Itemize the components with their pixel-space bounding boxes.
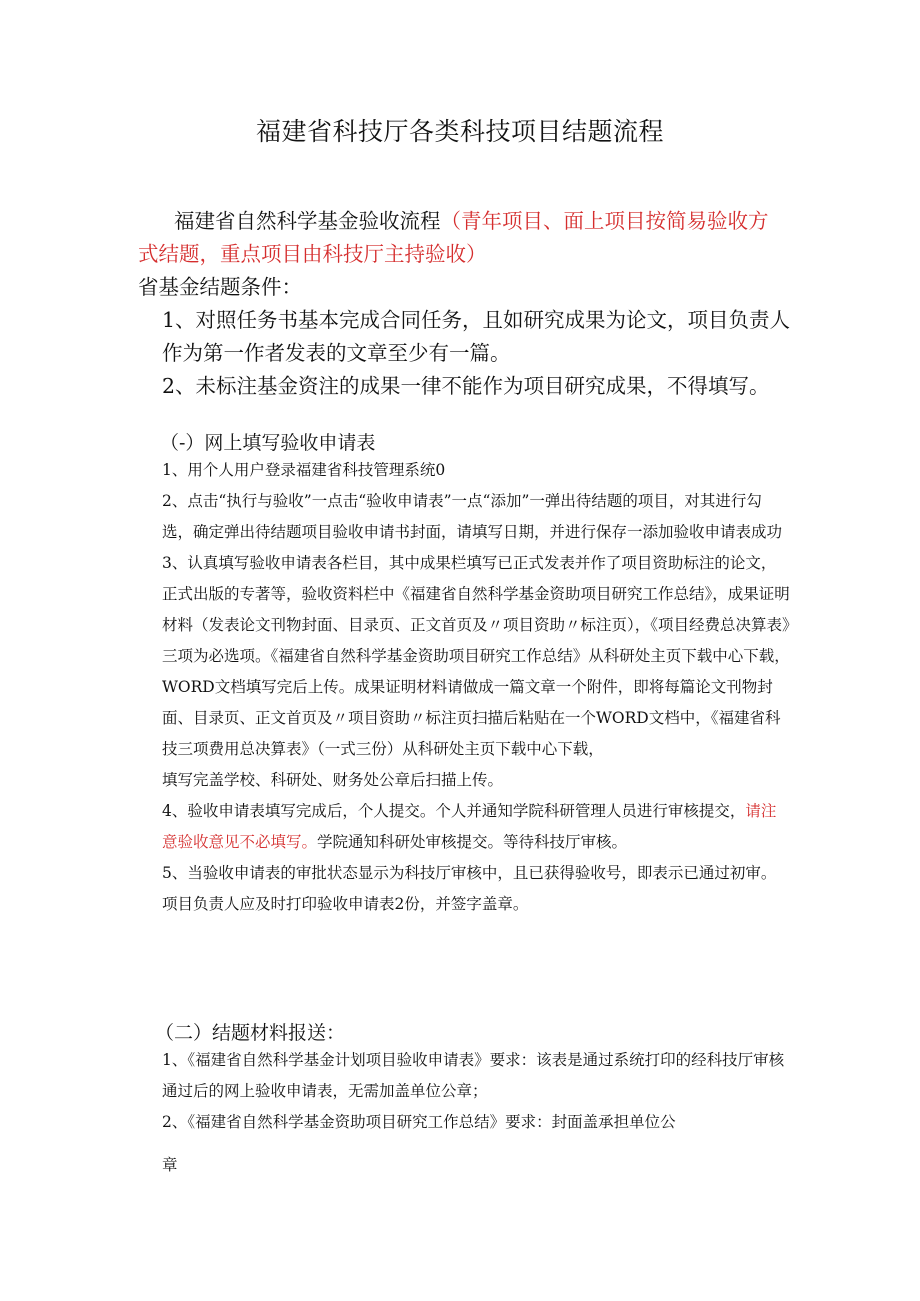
intro-paragraph [138,205,788,271]
condition-item-2: 2、未标注基金资注的成果一律不能作为项目研究成果，不得填写。 [162,374,770,398]
condition-item-1: 1、对照任务书基本完成合同任务，且如研究成果为论文，项目负责人作为第一作者发表的文章至少有一篇。 [162,308,791,365]
section2-items [162,1045,790,1138]
intro-note: （青年项目、面上项目按简易验收方式结题，重点项目由科技厅主持验收） [138,209,769,266]
section1-step-1: 1、用个人用户登录福建省科技管理系统0 [162,461,446,479]
section1-step-3b: 填写完盖学校、科研处、财务处公章后扫描上传。 [162,771,504,789]
section1-step-2: 2、点击“执行与验收”一点击“验收申请表”一点“添加”一弹出待结题的项目，对其进行勾选，确定弹出待结题项目验收申请书封面，请填写日期，并进行保存一添加验收申请表成功 [162,492,783,541]
section1-steps [162,455,790,920]
conditions-heading: 省基金结题条件： [138,275,302,299]
section1-step-3: 3、认真填写验收申请表各栏目，其中成果栏填写已正式发表并作了项目资助标注的论文，正式出版的专著等，验收资料栏中《福建省自然科学基金资助项目研究工作总结》，成果证明材料（发表论文刊物封面、目录页、正文首页及〃项目资助〃标注页），《项目经费总决算表》三项为必选项。《福建省自然科学基金资助项目研究工作总结》从科研处主页下载中心下载，WORD文档填写完后上传。成果证明材料请做成一篇文章一个附件，即将每篇论文刊物封面、目录页、正文首页及〃项目资助〃标注页扫描后粘贴在一个WORD文档中，《福建省科技三项费用总决算表》（一式三份）从科研处主页下载中心下载， [162,554,790,758]
section1-step-5: 5、当验收申请表的审批状态显示为科技厅审核中，且已获得验收号，即表示已通过初审。项目负责人应及时打印验收申请表2份，并签字盖章。 [162,864,777,913]
section2-item-2-tail: 章 [162,1156,178,1174]
section1-step-4b: 学院通知科研处审核提交。等待科技厅审核。 [317,833,628,851]
section1-step-4 [162,796,790,858]
document-title: 福建省科技厅各类科技项目结题流程 [255,117,664,146]
section1-step-4-note: 请注意验收意见不必填写。 [162,802,777,851]
section2-heading: （二）结题材料报送： [155,1022,346,1044]
section1-step-4a: 4、验收申请表填写完成后，个人提交。个人并通知学院科研管理人员进行审核提交， [162,802,746,820]
intro-lead: 福建省自然科学基金验收流程 [174,209,441,233]
section2-item-2: 2、《福建省自然科学基金资助项目研究工作总结》要求：封面盖承担单位公 [162,1113,676,1131]
section2-item-1: 1、《福建省自然科学基金计划项目验收申请表》要求：该表是通过系统打印的经科技厅审核通过后的网上验收申请表，无需加盖单位公章； [162,1051,785,1100]
section1-heading: （-）网上填写验收申请表 [160,432,376,454]
